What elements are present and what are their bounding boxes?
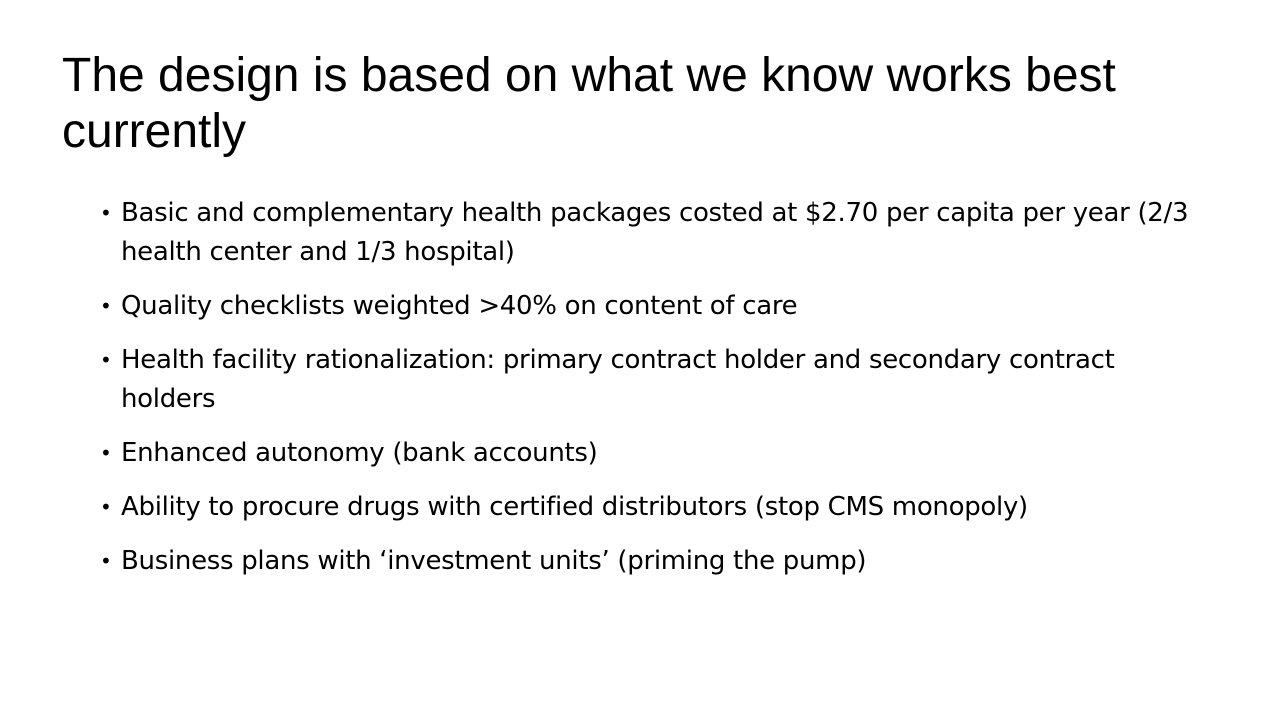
bullet-dot-icon: • xyxy=(100,549,112,573)
bullet-text: Ability to procure drugs with certified distributors (stop CMS monopoly) xyxy=(121,492,1028,522)
bullet-item xyxy=(100,194,1200,272)
bullet-item xyxy=(100,287,1200,326)
bullet-text: Basic and complementary health packages costed at $2.70 per capita per year (2/3 health center and 1/3 hospital) xyxy=(121,198,1189,267)
bullet-item xyxy=(100,341,1200,419)
bullet-list xyxy=(100,194,1200,596)
bullet-dot-icon: • xyxy=(100,495,112,519)
bullet-dot-icon: • xyxy=(100,348,112,372)
bullet-dot-icon: • xyxy=(100,201,112,225)
bullet-text: Business plans with ‘investment units’ (priming the pump) xyxy=(121,546,867,576)
slide-title: The design is based on what we know works best currently xyxy=(62,49,1116,158)
bullet-text: Health facility rationalization: primary contract holder and secondary contract holders xyxy=(121,345,1115,414)
bullet-item xyxy=(100,434,1200,473)
bullet-text: Enhanced autonomy (bank accounts) xyxy=(121,438,598,468)
bullet-dot-icon: • xyxy=(100,294,112,318)
bullet-item xyxy=(100,488,1200,527)
bullet-item xyxy=(100,542,1200,581)
bullet-text: Quality checklists weighted >40% on content of care xyxy=(121,291,798,321)
bullet-dot-icon: • xyxy=(100,441,112,465)
